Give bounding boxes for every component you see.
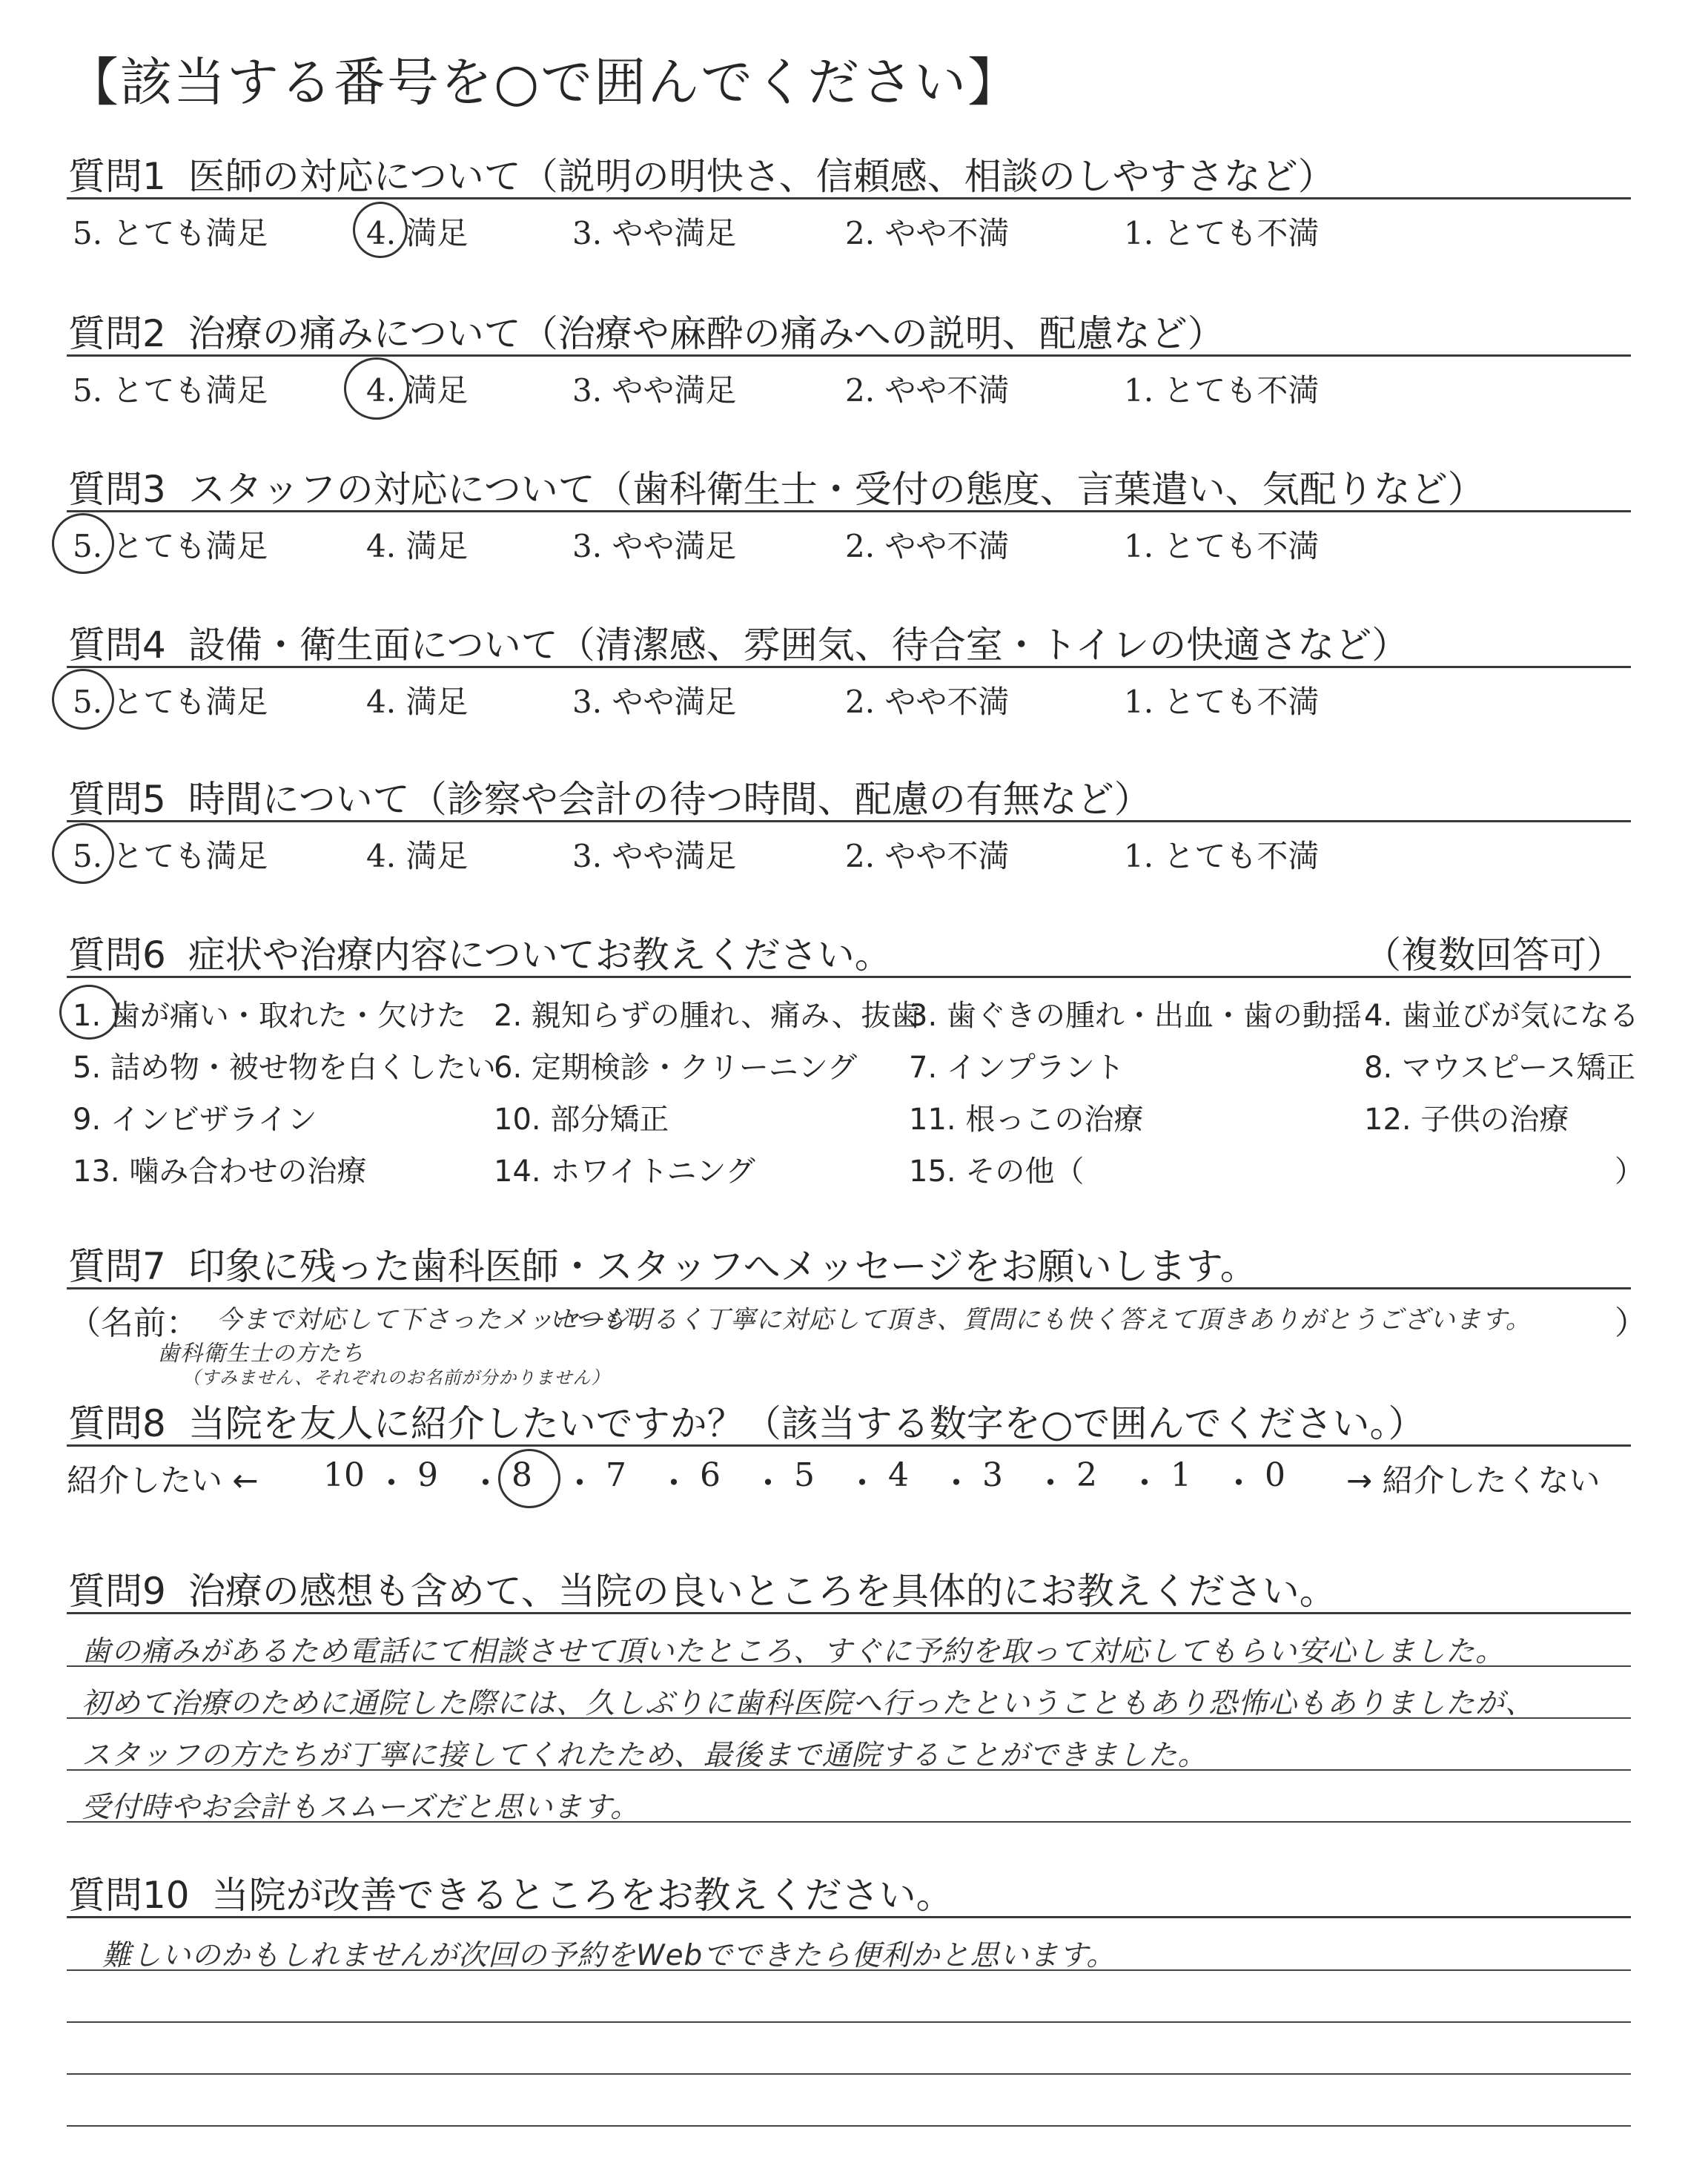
question-10-rule <box>67 1916 1631 1918</box>
q8-scale-separator: ・ <box>846 1464 878 1502</box>
question-8 <box>68 1394 1425 1447</box>
q6-option-4[interactable]: 4. 歯並びが気になる <box>1364 999 1639 1033</box>
question-7-rule <box>67 1287 1631 1289</box>
q2-option-4[interactable]: 4. 満足 <box>366 372 469 409</box>
question-8-rule <box>67 1444 1631 1447</box>
q8-scale-value[interactable]: 5 <box>794 1456 815 1494</box>
q9-answer-line-4: 受付時やお会計もスムーズだと思います。 <box>82 1791 640 1824</box>
question-6 <box>68 925 892 979</box>
q3-option-2[interactable]: 2. やや不満 <box>845 528 1010 564</box>
q6-option-2[interactable]: 2. 親知らずの腫れ、痛み、抜歯 <box>494 999 921 1033</box>
q5-option-4[interactable]: 4. 満足 <box>366 838 469 874</box>
question-1-text: 医師の対応について（説明の明快さ、信頼感、相談のしやすさなど） <box>188 155 1335 198</box>
question-2-text: 治療の痛みについて（治療や麻酔の痛みへの説明、配慮など） <box>188 312 1225 355</box>
question-5-text: 時間について（診察や会計の待つ時間、配慮の有無など） <box>188 778 1151 821</box>
q9-answer-line-1: 歯の痛みがあるため電話にて相談させて頂いたところ、すぐに予約を取って対応してもらい安心しました。 <box>82 1635 1506 1668</box>
q10-writing-line-4 <box>67 2125 1631 2127</box>
q8-scale-separator: ・ <box>563 1464 596 1502</box>
q3-selection-circle <box>52 513 114 574</box>
q6-option-6[interactable]: 6. 定期検診・クリーニング <box>494 1051 858 1085</box>
question-5-number: 質問5 <box>68 778 166 821</box>
q2-selection-circle <box>344 357 409 420</box>
q3-option-1[interactable]: 1. とても不満 <box>1124 528 1320 564</box>
q5-option-5[interactable]: 5. とても満足 <box>73 838 268 874</box>
q3-option-5[interactable]: 5. とても満足 <box>73 528 268 564</box>
question-8-number: 質問8 <box>68 1402 166 1445</box>
question-5 <box>68 770 1151 823</box>
q4-option-3[interactable]: 3. やや満足 <box>572 684 737 720</box>
q2-option-5[interactable]: 5. とても満足 <box>73 372 268 409</box>
q2-option-1[interactable]: 1. とても不満 <box>1124 372 1320 409</box>
question-5-rule <box>67 820 1631 822</box>
q8-scale-separator: ・ <box>658 1464 690 1502</box>
q8-scale-value[interactable]: 0 <box>1265 1456 1285 1494</box>
q9-writing-line-4 <box>67 1821 1631 1823</box>
q6-option-15-close-paren: ） <box>1615 1155 1644 1189</box>
q1-option-1[interactable]: 1. とても不満 <box>1124 215 1320 251</box>
q4-option-5[interactable]: 5. とても満足 <box>73 684 268 720</box>
question-10-number: 質問10 <box>68 1874 190 1917</box>
q8-scale-value[interactable]: 8 <box>512 1456 532 1494</box>
q7-recipient-note-handwritten: （すみません、それぞれのお名前が分かりません） <box>182 1367 610 1388</box>
q9-writing-line-3 <box>67 1769 1631 1771</box>
q6-option-15[interactable]: 15. その他（ <box>909 1155 1085 1189</box>
q3-option-3[interactable]: 3. やや満足 <box>572 528 737 564</box>
q9-writing-line-1 <box>67 1665 1631 1667</box>
q5-option-1[interactable]: 1. とても不満 <box>1124 838 1320 874</box>
q7-recipient-handwritten: 歯科衛生士の方たち <box>157 1341 364 1367</box>
q8-scale-separator: ・ <box>469 1464 502 1502</box>
q8-scale-value[interactable]: 1 <box>1171 1456 1191 1494</box>
question-7 <box>68 1237 1257 1290</box>
question-9-rule <box>67 1612 1631 1614</box>
q6-option-10[interactable]: 10. 部分矯正 <box>494 1103 669 1137</box>
q5-option-2[interactable]: 2. やや不満 <box>845 838 1010 874</box>
q7-close-paren: ） <box>1615 1304 1647 1342</box>
q6-selection-circle <box>59 985 119 1040</box>
q9-answer-line-3: スタッフの方たちが丁寧に接してくれたため、最後まで通院することができました。 <box>82 1739 1208 1772</box>
q6-option-14[interactable]: 14. ホワイトニング <box>494 1155 755 1189</box>
q5-option-3[interactable]: 3. やや満足 <box>572 838 737 874</box>
question-4 <box>68 615 1409 669</box>
q8-scale-separator: ・ <box>752 1464 784 1502</box>
q7-name-label: （名前： <box>68 1304 199 1342</box>
q9-writing-line-2 <box>67 1717 1631 1719</box>
question-10-text: 当院が改善できるところをお教えください。 <box>211 1874 953 1917</box>
q8-scale-value[interactable]: 6 <box>700 1456 721 1494</box>
q1-option-2[interactable]: 2. やや不満 <box>845 215 1010 251</box>
q1-selection-circle <box>353 202 408 258</box>
question-6-rule <box>67 976 1631 978</box>
q8-scale-value[interactable]: 9 <box>417 1456 438 1494</box>
q8-selection-circle <box>498 1449 560 1508</box>
question-3 <box>68 460 1485 513</box>
question-6-text: 症状や治療内容についてお教えください。 <box>188 934 892 977</box>
question-3-rule <box>67 510 1631 512</box>
q8-scale-value[interactable]: 3 <box>982 1456 1003 1494</box>
q8-scale-value[interactable]: 4 <box>888 1456 909 1494</box>
q1-option-3[interactable]: 3. やや満足 <box>572 215 737 251</box>
q8-scale-separator: ・ <box>1128 1464 1161 1502</box>
q6-option-11[interactable]: 11. 根っこの治療 <box>909 1103 1144 1137</box>
q6-option-1[interactable]: 1. 歯が痛い・取れた・欠けた <box>73 999 466 1033</box>
q4-option-1[interactable]: 1. とても不満 <box>1124 684 1320 720</box>
q4-option-4[interactable]: 4. 満足 <box>366 684 469 720</box>
q8-scale-separator: ・ <box>1034 1464 1067 1502</box>
q10-writing-line-1 <box>67 1969 1631 1971</box>
q1-option-4[interactable]: 4. 満足 <box>366 215 469 251</box>
q10-writing-line-3 <box>67 2073 1631 2075</box>
q8-scale-separator: ・ <box>1222 1464 1255 1502</box>
question-1-number: 質問1 <box>68 155 166 198</box>
q2-option-2[interactable]: 2. やや不満 <box>845 372 1010 409</box>
q2-option-3[interactable]: 3. やや満足 <box>572 372 737 409</box>
question-10 <box>68 1866 953 1919</box>
q4-selection-circle <box>52 669 114 730</box>
form-title: 【該当する番号を○で囲んでください】 <box>67 52 1022 113</box>
question-1 <box>68 147 1335 200</box>
q8-scale-separator: ・ <box>375 1464 408 1502</box>
q6-option-5[interactable]: 5. 詰め物・被せ物を白くしたい <box>73 1051 496 1085</box>
q6-option-12[interactable]: 12. 子供の治療 <box>1364 1103 1569 1137</box>
question-9-number: 質問9 <box>68 1570 166 1613</box>
q7-name-handwritten: 今まで対応して下さったメッセージ： <box>216 1305 656 1335</box>
q6-option-7[interactable]: 7. インプラント <box>909 1051 1125 1085</box>
question-4-number: 質問4 <box>68 624 166 667</box>
q8-scale-value[interactable]: 10 <box>323 1456 365 1494</box>
q6-option-13[interactable]: 13. 噛み合わせの治療 <box>73 1155 367 1189</box>
question-1-rule <box>67 197 1631 199</box>
question-9-text: 治療の感想も含めて、当院の良いところを具体的にお教えください。 <box>188 1570 1337 1613</box>
question-2-number: 質問2 <box>68 312 166 355</box>
q8-scale-value[interactable]: 7 <box>606 1456 626 1494</box>
q4-option-2[interactable]: 2. やや不満 <box>845 684 1010 720</box>
q8-right-label: → 紹介したくない <box>1346 1462 1601 1499</box>
q6-option-8[interactable]: 8. マウスピース矯正 <box>1364 1051 1636 1085</box>
question-7-text: 印象に残った歯科医師・スタッフへメッセージをお願いします。 <box>188 1245 1257 1288</box>
q7-message-handwritten: いつも明るく丁寧に対応して頂き、質問にも快く答えて頂きありがとうございます。 <box>549 1305 1532 1335</box>
question-9 <box>68 1562 1337 1615</box>
question-8-text: 当院を友人に紹介したいですか？（該当する数字を○で囲んでください。） <box>188 1402 1426 1445</box>
question-4-rule <box>67 666 1631 668</box>
q9-answer-line-2: 初めて治療のために通院した際には、久しぶりに歯科医院へ行ったということもあり恐怖心もありましたが、 <box>82 1687 1535 1720</box>
question-2-rule <box>67 354 1631 357</box>
question-7-number: 質問7 <box>68 1245 166 1288</box>
question-3-text: スタッフの対応について（歯科衛生士・受付の態度、言葉遣い、気配りなど） <box>188 468 1485 511</box>
question-2 <box>68 304 1225 357</box>
q10-answer-line-1: 難しいのかもしれませんが次回の予約をWebでできたら便利かと思います。 <box>102 1939 1116 1972</box>
q6-option-9[interactable]: 9. インビザライン <box>73 1103 317 1137</box>
question-6-number: 質問6 <box>68 934 166 977</box>
q8-left-label: 紹介したい ← <box>67 1462 259 1499</box>
q6-option-3[interactable]: 3. 歯ぐきの腫れ・出血・歯の動揺 <box>909 999 1362 1033</box>
q1-option-5[interactable]: 5. とても満足 <box>73 215 268 251</box>
q10-writing-line-2 <box>67 2021 1631 2023</box>
question-6-note: （複数回答可） <box>1364 934 1623 977</box>
q5-selection-circle <box>52 823 114 884</box>
q3-option-4[interactable]: 4. 満足 <box>366 528 469 564</box>
q8-scale-value[interactable]: 2 <box>1076 1456 1097 1494</box>
question-3-number: 質問3 <box>68 468 166 511</box>
q8-scale-separator: ・ <box>940 1464 973 1502</box>
question-4-text: 設備・衛生面について（清潔感、雰囲気、待合室・トイレの快適さなど） <box>188 624 1409 667</box>
